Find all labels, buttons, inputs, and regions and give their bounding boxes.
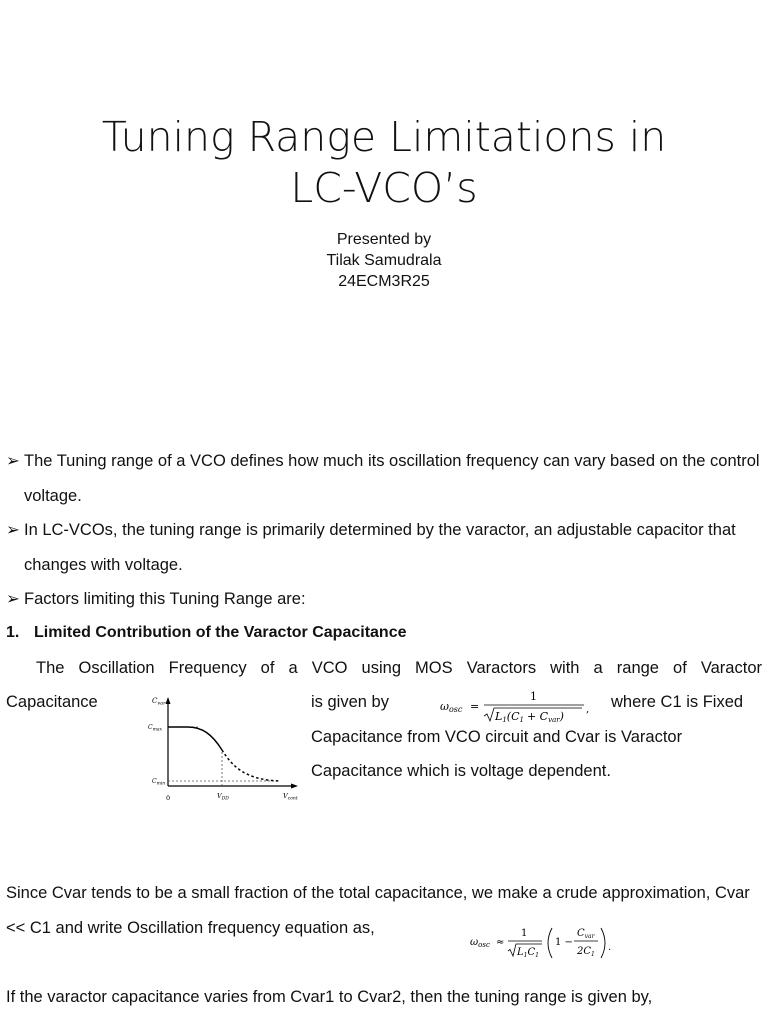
formula2-numerator: 1 [521, 928, 528, 939]
formula2-frac-num: $C_{var}$ [577, 928, 595, 940]
is-given-by-text: is given by [311, 693, 389, 711]
cv-curve-dashed [222, 750, 280, 781]
where-text-1: where C1 is Fixed [611, 693, 744, 711]
bullet-item [6, 582, 762, 617]
arrow-bullet-icon: ➢ [6, 521, 20, 539]
vdd-label: $V_{DD}$ [217, 792, 229, 802]
close-paren-icon [601, 928, 605, 958]
section-number: 1. [6, 624, 20, 641]
presenter-block [0, 229, 768, 292]
formula2-denominator: $L_1C_1$ [517, 947, 539, 959]
formula-numerator: 1 [530, 690, 537, 703]
presenter-name: Tilak Samudrala [326, 252, 442, 269]
open-paren-icon [548, 928, 552, 958]
cv-curve-solid [168, 727, 222, 750]
cmin-label: $C_{min}$ [152, 778, 166, 787]
section-heading [6, 616, 407, 650]
bullet-item [6, 513, 762, 582]
x-axis-arrow-icon [291, 784, 298, 789]
formula2-lhs: $\omega_{osc}$ [470, 937, 490, 949]
presented-by: Presented by [336, 231, 432, 248]
cmax-label: $C_{max}$ [148, 724, 163, 733]
formula-lhs: ωosc [440, 700, 463, 714]
bullet-list [6, 444, 762, 617]
formula-denominator: L1(C1 + Cvar) [495, 710, 564, 724]
oscillation-frequency-formula [440, 686, 600, 726]
slide-title [0, 112, 768, 214]
y-axis-arrow-icon [166, 697, 171, 704]
where-text-3: Capacitance which is voltage dependent. [311, 762, 611, 780]
bullet-item [6, 444, 762, 513]
formula2-period: . [608, 942, 612, 953]
presenter-id: 24ECM3R25 [338, 273, 430, 290]
paragraph-approximation: Since Cvar tends to be a small fraction of the total capacitance, we make a crude approximation, Cvar << C1 and write Oscillation frequency equation as, [6, 884, 750, 937]
section-heading-text: Limited Contribution of the Varactor Capacitance [34, 624, 407, 641]
x-axis-label: $V_{cont}$ [283, 792, 298, 802]
arrow-bullet-icon: ➢ [6, 452, 20, 470]
origin-label: 0 [166, 794, 171, 802]
formula2-approx: ≈ [496, 937, 505, 948]
arrow-bullet-icon: ➢ [6, 590, 20, 608]
formula2-one-minus: 1 − [555, 937, 573, 948]
where-text-2: Capacitance from VCO circuit and Cvar is Varactor [311, 728, 683, 746]
bullet-text: In LC-VCOs, the tuning range is primarily determined by the varactor, an adjustable capacitor that changes with voltage. [24, 521, 736, 574]
bullet-text: The Tuning range of a VCO defines how much its oscillation frequency can vary based on the control voltage. [24, 452, 760, 505]
capacitance-label: Capacitance [6, 693, 98, 711]
title-line-2: LC-VCO’s [290, 164, 478, 212]
bullet-text: Factors limiting this Tuning Range are: [24, 590, 306, 608]
paragraph-oscillation: The Oscillation Frequency of a VCO using MOS Varactors with a range of Varactor [36, 659, 762, 677]
paragraph-tuning-range: If the varactor capacitance varies from Cvar1 to Cvar2, then the tuning range is given by, [6, 988, 653, 1006]
formula-eq: = [470, 700, 480, 713]
varactor-cv-graph [140, 694, 305, 804]
formula-comma: , [586, 704, 590, 715]
title-line-1: Tuning Range Limitations in [101, 113, 667, 161]
approx-frequency-formula [470, 922, 620, 966]
formula2-frac-den: $2C_1$ [577, 946, 595, 958]
y-axis-label: $C_{var}$ [152, 697, 166, 707]
